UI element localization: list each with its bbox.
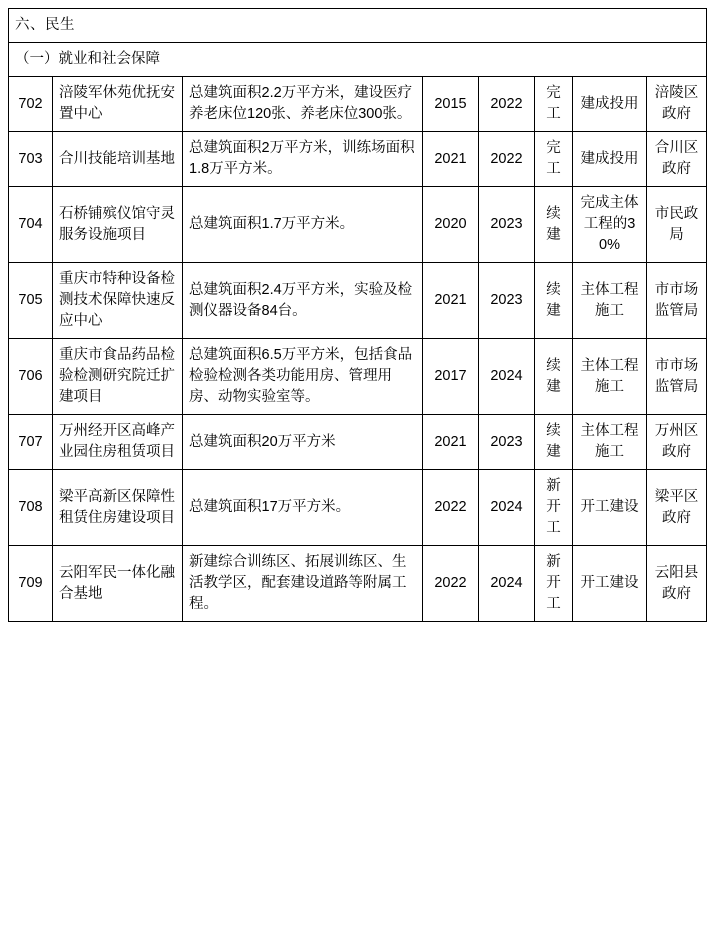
row-description: 总建筑面积2.2万平方米，建设医疗养老床位120张、养老床位300张。 <box>183 77 423 132</box>
subsection-header-row <box>9 43 707 77</box>
row-end-year: 2024 <box>479 470 535 546</box>
table-row <box>9 415 707 470</box>
row-owner: 万州区政府 <box>647 415 707 470</box>
row-project-name: 涪陵军休苑优抚安置中心 <box>53 77 183 132</box>
section-title: 六、民生 <box>9 9 707 43</box>
row-description: 总建筑面积6.5万平方米，包括食品检验检测各类功能用房、管理用房、动物实验室等。 <box>183 339 423 415</box>
row-owner: 市民政局 <box>647 187 707 263</box>
row-description: 新建综合训练区、拓展训练区、生活教学区，配套建设道路等附属工程。 <box>183 546 423 622</box>
row-id: 705 <box>9 263 53 339</box>
row-annual-goal: 完成主体工程的30% <box>573 187 647 263</box>
row-start-year: 2015 <box>423 77 479 132</box>
row-id: 709 <box>9 546 53 622</box>
project-plan-table <box>8 8 707 622</box>
row-project-name: 万州经开区高峰产业园住房租赁项目 <box>53 415 183 470</box>
row-status: 新开工 <box>535 546 573 622</box>
row-project-name: 石桥铺殡仪馆守灵服务设施项目 <box>53 187 183 263</box>
row-annual-goal: 开工建设 <box>573 470 647 546</box>
row-owner: 梁平区政府 <box>647 470 707 546</box>
row-status: 完工 <box>535 77 573 132</box>
row-status: 续建 <box>535 339 573 415</box>
row-end-year: 2022 <box>479 77 535 132</box>
row-project-name: 重庆市特种设备检测技术保障快速反应中心 <box>53 263 183 339</box>
row-owner: 市市场监管局 <box>647 339 707 415</box>
row-id: 706 <box>9 339 53 415</box>
table-row <box>9 470 707 546</box>
row-status: 新开工 <box>535 470 573 546</box>
row-end-year: 2022 <box>479 132 535 187</box>
row-description: 总建筑面积20万平方米 <box>183 415 423 470</box>
row-description: 总建筑面积17万平方米。 <box>183 470 423 546</box>
row-id: 702 <box>9 77 53 132</box>
row-end-year: 2023 <box>479 263 535 339</box>
row-description: 总建筑面积2.4万平方米，实验及检测仪器设备84台。 <box>183 263 423 339</box>
row-end-year: 2023 <box>479 415 535 470</box>
row-id: 703 <box>9 132 53 187</box>
row-status: 完工 <box>535 132 573 187</box>
row-annual-goal: 开工建设 <box>573 546 647 622</box>
row-project-name: 云阳军民一体化融合基地 <box>53 546 183 622</box>
row-id: 708 <box>9 470 53 546</box>
row-project-name: 梁平高新区保障性租赁住房建设项目 <box>53 470 183 546</box>
table-row <box>9 187 707 263</box>
table-row <box>9 263 707 339</box>
row-annual-goal: 主体工程施工 <box>573 415 647 470</box>
row-description: 总建筑面积2万平方米，训练场面积1.8万平方米。 <box>183 132 423 187</box>
row-status: 续建 <box>535 263 573 339</box>
row-end-year: 2024 <box>479 546 535 622</box>
table-row <box>9 339 707 415</box>
row-description: 总建筑面积1.7万平方米。 <box>183 187 423 263</box>
row-annual-goal: 建成投用 <box>573 77 647 132</box>
row-start-year: 2021 <box>423 415 479 470</box>
row-end-year: 2024 <box>479 339 535 415</box>
table-row <box>9 546 707 622</box>
row-start-year: 2021 <box>423 263 479 339</box>
row-start-year: 2022 <box>423 546 479 622</box>
subsection-title: （一）就业和社会保障 <box>9 43 707 77</box>
row-id: 707 <box>9 415 53 470</box>
row-project-name: 合川技能培训基地 <box>53 132 183 187</box>
section-header-row <box>9 9 707 43</box>
row-start-year: 2022 <box>423 470 479 546</box>
row-annual-goal: 主体工程施工 <box>573 263 647 339</box>
row-status: 续建 <box>535 187 573 263</box>
row-annual-goal: 建成投用 <box>573 132 647 187</box>
row-end-year: 2023 <box>479 187 535 263</box>
row-start-year: 2020 <box>423 187 479 263</box>
row-owner: 市市场监管局 <box>647 263 707 339</box>
row-annual-goal: 主体工程施工 <box>573 339 647 415</box>
row-start-year: 2017 <box>423 339 479 415</box>
table-row <box>9 77 707 132</box>
row-status: 续建 <box>535 415 573 470</box>
row-start-year: 2021 <box>423 132 479 187</box>
table-row <box>9 132 707 187</box>
row-id: 704 <box>9 187 53 263</box>
row-project-name: 重庆市食品药品检验检测研究院迁扩建项目 <box>53 339 183 415</box>
row-owner: 云阳县政府 <box>647 546 707 622</box>
row-owner: 合川区政府 <box>647 132 707 187</box>
row-owner: 涪陵区政府 <box>647 77 707 132</box>
